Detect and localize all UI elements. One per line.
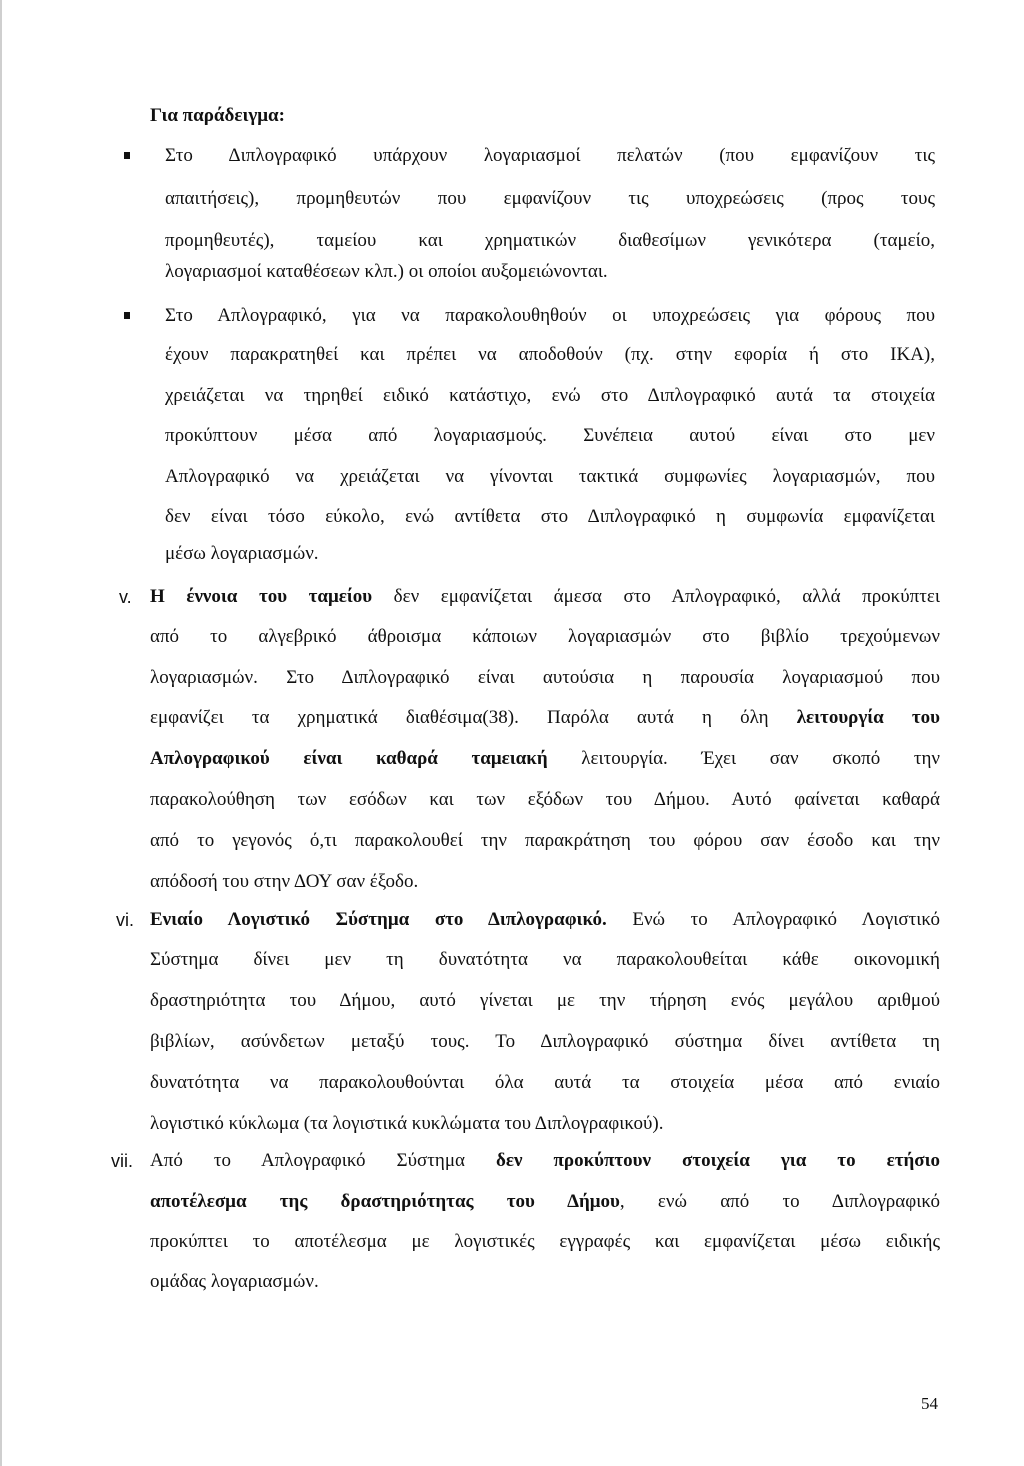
example-heading: Για παράδειγμα:: [150, 105, 285, 126]
item-v-line-8: απόδοσή του στην ΔΟΥ σαν έξοδο.: [150, 871, 419, 892]
item-vii-line-2-rest: , ενώ από το Διπλογραφικό: [619, 1191, 940, 1212]
item-vi-term: Ενιαίο Λογιστικό Σύστημα στο Διπλογραφικό.: [150, 909, 607, 930]
item-v-line-2: από το αλγεβρικό άθροισμα κάποιων λογαριασμών στο βιβλίο τρεχούμενων: [150, 626, 940, 647]
item-vi-line-1-rest: Ενώ το Απλογραφικό Λογιστικό: [606, 909, 940, 930]
item-v-line-4-bold: λειτουργία του: [796, 707, 940, 728]
item-vi-line-2: Σύστημα δίνει μεν τη δυνατότητα να παρακολουθείται κάθε οικονομική: [150, 949, 940, 970]
bullet-1-line-1: Στο Διπλογραφικό υπάρχουν λογαριασμοί πελατών (που εμφανίζουν τις: [165, 145, 935, 166]
item-v-line-4-plain: εμφανίζει τα χρηματικά διαθέσιμα(38). Παρόλα αυτά η όλη: [150, 707, 797, 728]
item-vii-line-2-bold: αποτέλεσμα της δραστηριότητας του Δήμου: [150, 1191, 620, 1212]
bullet-2-line-1: Στο Απλογραφικό, για να παρακολουθηθούν οι υποχρεώσεις για φόρους που: [165, 305, 935, 326]
item-v-number: v.: [119, 587, 132, 607]
item-vi-line-3: δραστηριότητα του Δήμου, αυτό γίνεται με την τήρηση ενός μεγάλου αριθμού: [150, 990, 940, 1011]
item-vii-line-4: ομάδας λογαριασμών.: [150, 1271, 319, 1292]
item-v-line-1: [150, 585, 940, 609]
item-v-line-1-rest: δεν εμφανίζεται άμεσα στο Απλογραφικό, αλλά προκύπτει: [372, 586, 940, 607]
bullet-1-line-2: απαιτήσεις), προμηθευτών που εμφανίζουν τις υποχρεώσεις (προς τους: [165, 188, 935, 209]
item-v-line-4: [150, 706, 940, 730]
item-vi-line-6: λογιστικό κύκλωμα (τα λογιστικά κυκλώματα του Διπλογραφικού).: [150, 1113, 664, 1134]
item-vi-line-5: δυνατότητα να παρακολουθούνται όλα αυτά τα στοιχεία μέσα από ενιαίο: [150, 1072, 940, 1093]
bullet-1-line-3: προμηθευτές), ταμείου και χρηματικών διαθεσίμων γενικότερα (ταμείο,: [165, 230, 935, 251]
item-v-line-7: από το γεγονός ό,τι παρακολουθεί την παρακράτηση του φόρου σαν έσοδο και την: [150, 830, 940, 851]
bullet-2-line-4: προκύπτουν μέσα από λογαριασμούς. Συνέπεια αυτού είναι στο μεν: [165, 425, 935, 446]
item-vii-line-2: [150, 1190, 940, 1214]
bullet-2-line-3: χρειάζεται να τηρηθεί ειδικό κατάστιχο, ενώ στο Διπλογραφικό αυτά τα στοιχεία: [165, 385, 935, 406]
bullet-marker-1: [124, 152, 130, 159]
item-v-line-5-rest: λειτουργία. Έχει σαν σκοπό την: [547, 748, 940, 769]
item-v-line-5-bold: Απλογραφικού είναι καθαρά ταμειακή: [150, 748, 548, 769]
bullet-2-line-6: δεν είναι τόσο εύκολο, ενώ αντίθετα στο Διπλογραφικό η συμφωνία εμφανίζεται: [165, 506, 935, 527]
bullet-2-line-7: μέσω λογαριασμών.: [165, 543, 319, 564]
item-vii-line-1: [150, 1149, 940, 1173]
item-v-line-6: παρακολούθηση των εσόδων και των εξόδων του Δήμου. Αυτό φαίνεται καθαρά: [150, 789, 940, 810]
item-v-line-5: [150, 747, 940, 771]
item-vi-number: vi.: [116, 910, 134, 930]
item-vi-line-4: βιβλίων, ασύνδετων μεταξύ τους. Το Διπλογραφικό σύστημα δίνει αντίθετα τη: [150, 1031, 940, 1052]
item-v-term: Η έννοια του ταμείου: [150, 586, 373, 607]
bullet-1-line-4: λογαριασμοί καταθέσεων κλπ.) οι οποίοι αυξομειώνονται.: [165, 261, 608, 282]
bullet-2-line-5: Απλογραφικό να χρειάζεται να γίνονται τακτικά συμφωνίες λογαριασμών, που: [165, 466, 935, 487]
item-vii-number: vii.: [111, 1151, 133, 1171]
item-vii-line-1-bold: δεν προκύπτουν στοιχεία για το ετήσιο: [496, 1150, 940, 1171]
page-number: 54: [921, 1394, 938, 1413]
bullet-2-line-2: έχουν παρακρατηθεί και πρέπει να αποδοθούν (πχ. στην εφορία ή στο ΙΚΑ),: [165, 344, 935, 365]
item-vi-line-1: [150, 908, 940, 932]
bullet-marker-2: [124, 312, 130, 319]
item-vii-line-3: προκύπτει το αποτέλεσμα με λογιστικές εγγραφές και εμφανίζεται μέσω ειδικής: [150, 1231, 940, 1252]
item-v-line-3: λογαριασμών. Στο Διπλογραφικό είναι αυτούσια η παρουσία λογαριασμού που: [150, 667, 940, 688]
item-vii-line-1-plain: Από το Απλογραφικό Σύστημα: [150, 1150, 496, 1171]
